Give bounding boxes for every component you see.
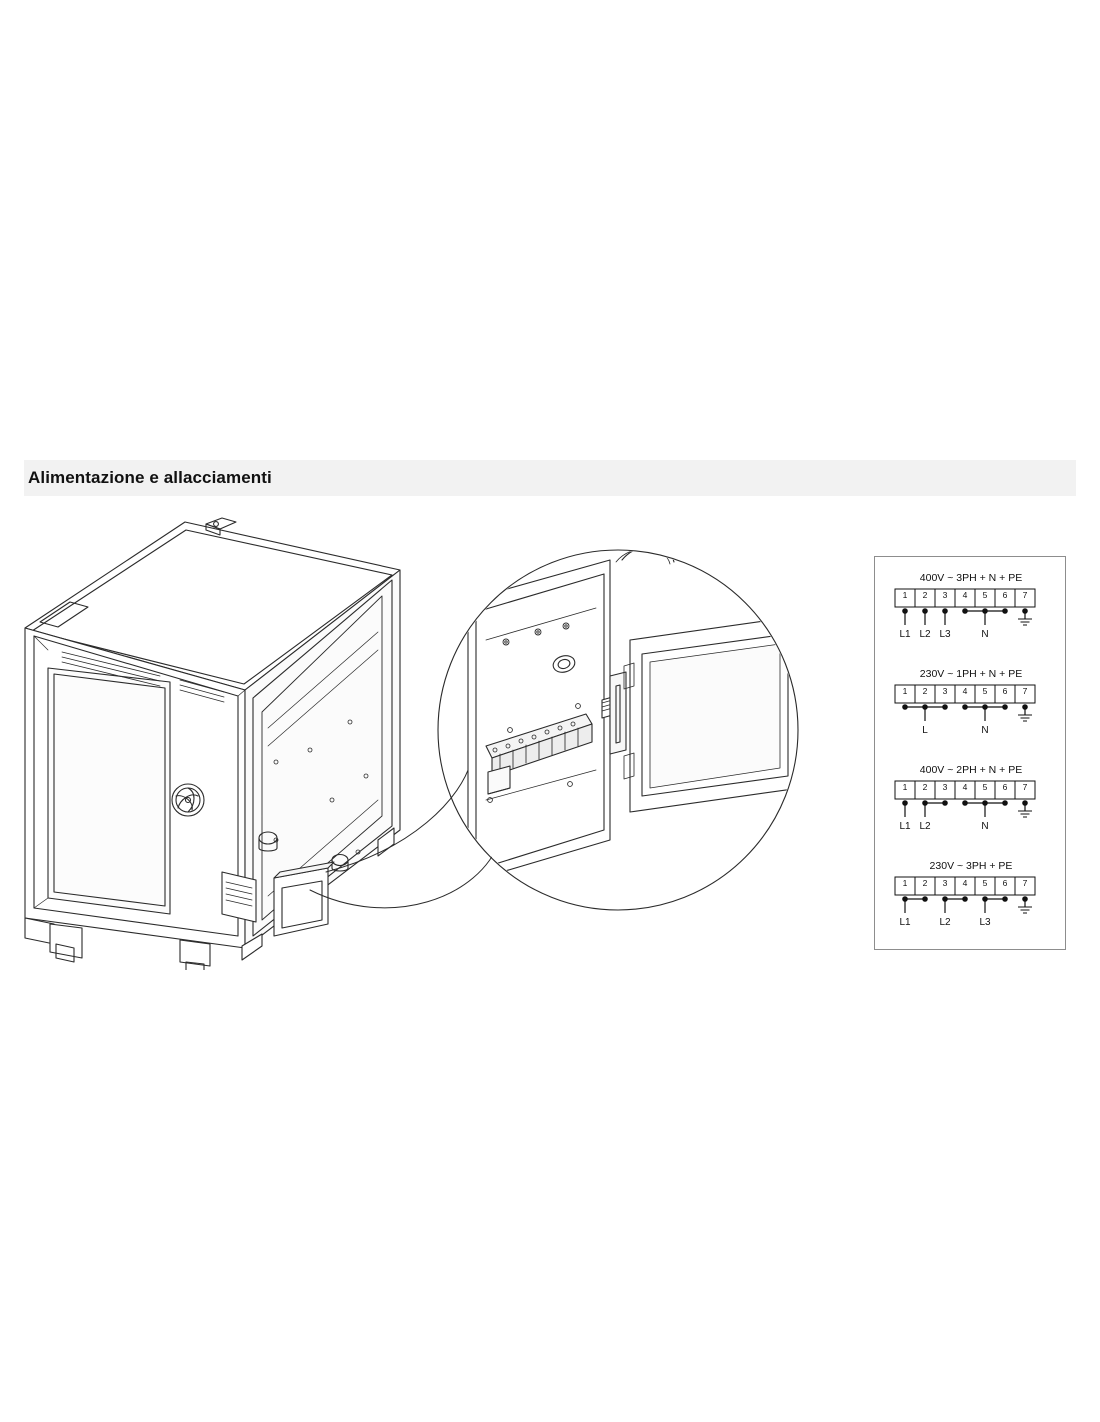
svg-text:L3: L3 [939,629,951,640]
svg-text:7: 7 [1022,878,1028,888]
terminal-block-wiring-diagrams [874,556,1066,950]
wiring-diagram-graphic [887,681,1055,753]
illustration-container [10,500,850,970]
svg-text:4: 4 [962,686,968,696]
svg-text:N: N [981,725,989,736]
svg-text:4: 4 [962,590,968,600]
svg-text:3: 3 [942,878,948,888]
svg-text:L2: L2 [939,917,951,928]
svg-text:7: 7 [1022,686,1028,696]
svg-text:4: 4 [962,782,968,792]
svg-text:L2: L2 [919,821,931,832]
svg-text:L1: L1 [899,917,911,928]
svg-text:5: 5 [982,878,988,888]
wiring-diagram-caption: 230V ~ 1PH + N + PE [919,668,1023,680]
svg-text:L2: L2 [919,629,931,640]
svg-text:2: 2 [922,782,928,792]
terminal-box-small [222,872,256,922]
oven-technical-drawing [10,500,850,970]
svg-text:1: 1 [902,782,908,792]
wiring-diagram-graphic [887,873,1055,945]
removable-cover-panel [274,862,334,936]
svg-text:3: 3 [942,590,948,600]
svg-text:3: 3 [942,782,948,792]
svg-text:N: N [981,629,989,640]
svg-text:2: 2 [922,686,928,696]
svg-text:6: 6 [1002,686,1008,696]
wiring-diagram-caption: 400V ~ 3PH + N + PE [919,572,1023,584]
wiring-diagram-caption: 400V ~ 2PH + N + PE [919,764,1023,776]
svg-text:L3: L3 [979,917,991,928]
svg-text:2: 2 [922,590,928,600]
svg-text:5: 5 [982,782,988,792]
svg-text:5: 5 [982,590,988,600]
wiring-diagram-caption: 230V ~ 3PH + PE [929,860,1013,872]
wiring-diagram-graphic [887,585,1055,657]
svg-text:4: 4 [962,878,968,888]
svg-text:L1: L1 [899,629,911,640]
wiring-diagram-230v-1ph-n-pe [887,667,1055,755]
svg-text:5: 5 [982,686,988,696]
svg-text:3: 3 [942,686,948,696]
section-heading-bar [24,460,1076,496]
page-title: Alimentazione e allacciamenti [28,468,272,487]
svg-text:2: 2 [922,878,928,888]
svg-text:1: 1 [902,686,908,696]
open-cover-door [624,616,810,812]
svg-text:L: L [922,725,928,736]
wiring-diagram-400v-2ph-n-pe [887,763,1055,851]
svg-text:6: 6 [1002,878,1008,888]
wiring-diagram-230v-3ph-pe [887,859,1055,947]
svg-text:7: 7 [1022,590,1028,600]
svg-text:7: 7 [1022,782,1028,792]
wiring-diagram-graphic [887,777,1055,849]
svg-text:6: 6 [1002,782,1008,792]
svg-text:L1: L1 [899,821,911,832]
svg-text:1: 1 [902,878,908,888]
svg-text:6: 6 [1002,590,1008,600]
svg-text:1: 1 [902,590,908,600]
wiring-diagram-400v-3ph-n-pe [887,571,1055,659]
svg-text:N: N [981,821,989,832]
